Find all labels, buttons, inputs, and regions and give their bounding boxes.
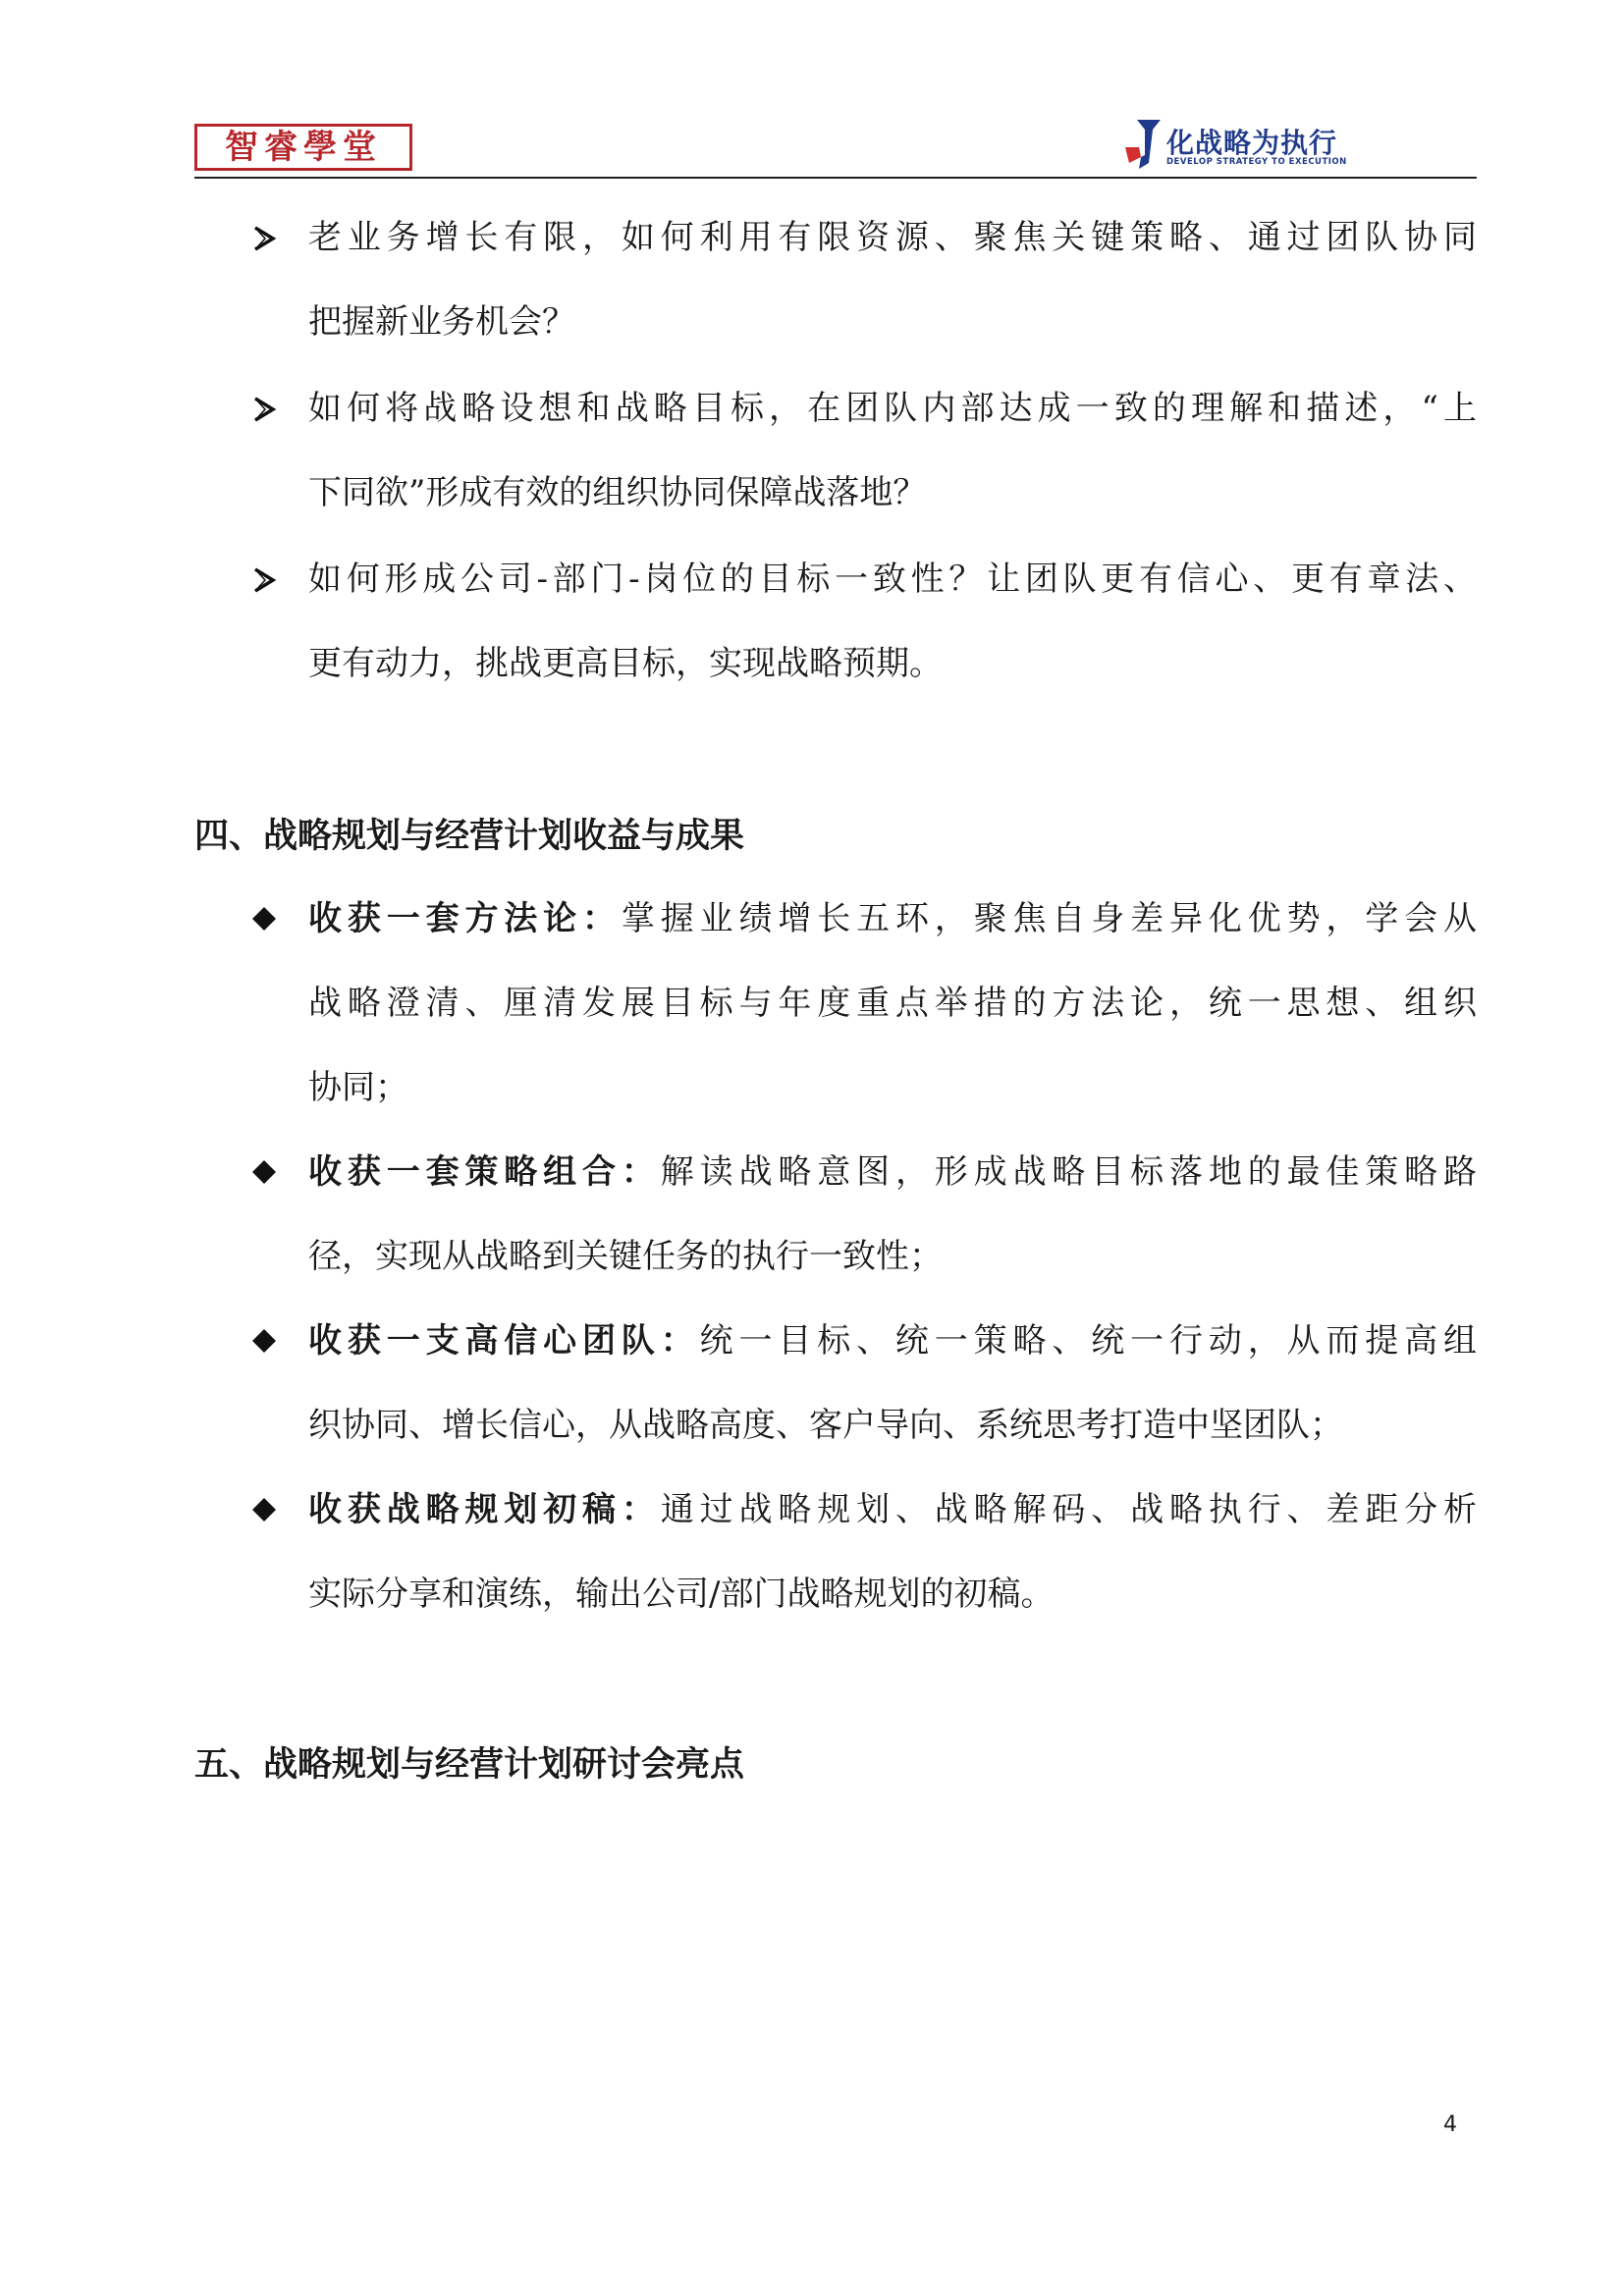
arrow-bullet-icon — [251, 224, 277, 253]
question-line: 下同欲”形成有效的组织协同保障战落地？ — [308, 473, 927, 512]
company-logo — [1123, 118, 1359, 173]
benefit-first-line — [308, 899, 1477, 938]
page-number: 4 — [1443, 2112, 1457, 2137]
zhirui-logo-text: 智睿學堂 — [225, 128, 382, 167]
benefit-text: 掌握业绩增长五环，聚焦自身差异化优势，学会从 — [621, 899, 1478, 938]
benefit-title: 收获一套方法论： — [308, 899, 622, 938]
benefit-line: 实际分享和演练，输出公司/部门战略规划的初稿。 — [308, 1575, 1055, 1614]
arrow-bullet-icon — [251, 395, 277, 424]
company-logo-cn: 化战略为执行 — [1166, 127, 1338, 159]
zhirui-logo — [194, 124, 412, 171]
benefit-line: 织协同、增长信心，从战略高度、客户导向、系统思考打造中坚团队； — [308, 1406, 1343, 1445]
diamond-bullet-icon — [251, 1495, 277, 1528]
benefit-first-line — [308, 1490, 1477, 1529]
benefit-text: 通过战略规划、战略解码、战略执行、差距分析 — [660, 1490, 1478, 1529]
benefit-text: 解读战略意图，形成战略目标落地的最佳策略路 — [660, 1152, 1478, 1192]
arrow-bullet-icon — [251, 565, 277, 595]
diamond-bullet-icon — [251, 1157, 277, 1191]
company-logo-en: DEVELOP STRATEGY TO EXECUTION — [1166, 157, 1347, 167]
page-header — [194, 116, 1477, 177]
benefit-text: 统一目标、统一策略、统一行动，从而提高组 — [699, 1321, 1478, 1361]
question-line: 把握新业务机会？ — [308, 302, 575, 342]
diamond-bullet-icon — [251, 1326, 277, 1360]
section-heading: 五、战略规划与经营计划研讨会亮点 — [194, 1745, 745, 1785]
benefit-line: 协同； — [308, 1068, 408, 1107]
benefit-title: 收获一套策略组合： — [308, 1152, 661, 1192]
benefit-title: 收获一支高信心团队： — [308, 1321, 700, 1361]
company-logo-mark-icon — [1123, 118, 1163, 171]
question-line: 老业务增长有限，如何利用有限资源、聚焦关键策略、通过团队协同 — [308, 218, 1477, 257]
benefit-first-line — [308, 1321, 1477, 1361]
benefit-first-line — [308, 1152, 1477, 1192]
benefit-line: 径，实现从战略到关键任务的执行一致性； — [308, 1237, 943, 1276]
header-divider — [194, 177, 1477, 179]
benefit-title: 收获战略规划初稿： — [308, 1490, 661, 1529]
question-line: 如何将战略设想和战略目标，在团队内部达成一致的理解和描述，“上 — [308, 389, 1477, 428]
section-heading: 四、战略规划与经营计划收益与成果 — [194, 817, 745, 856]
benefit-line: 战略澄清、厘清发展目标与年度重点举措的方法论，统一思想、组织 — [308, 984, 1477, 1023]
question-line: 更有动力，挑战更高目标，实现战略预期。 — [308, 644, 943, 683]
diamond-bullet-icon — [251, 904, 277, 937]
question-line: 如何形成公司-部门-岗位的目标一致性？让团队更有信心、更有章法、 — [308, 560, 1477, 599]
